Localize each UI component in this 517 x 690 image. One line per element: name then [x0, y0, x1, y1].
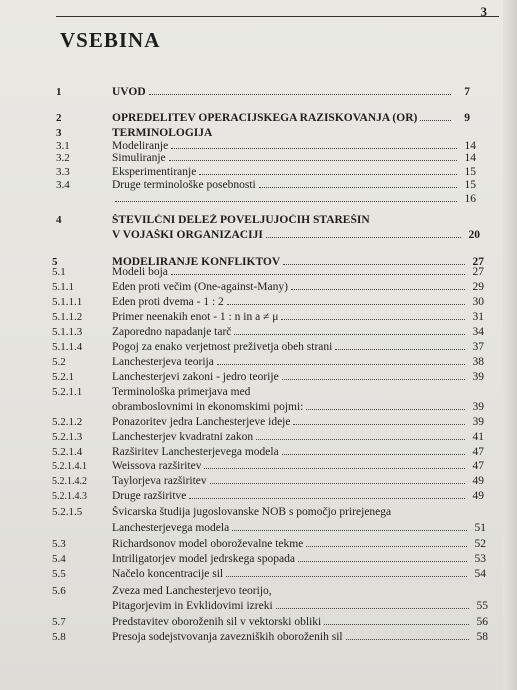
- toc-entry: [52, 616, 488, 628]
- toc-entry: [52, 386, 484, 398]
- toc-entry-number: 5.2.1.2: [52, 416, 83, 428]
- dot-leader: [204, 468, 465, 469]
- toc-entry-page: 55: [476, 600, 488, 612]
- toc-entry-page: 54: [474, 568, 486, 580]
- toc-entry-page: 49: [472, 475, 484, 487]
- toc-entry-title: Pitagorjevim in Evklidovimi izreki: [112, 600, 273, 612]
- toc-entry: [56, 214, 480, 226]
- toc-entry-page: 29: [472, 281, 484, 293]
- toc-entry-number: 5.1.1.1: [52, 296, 83, 308]
- toc-entry-number: 5.2.1.4.3: [52, 491, 87, 502]
- toc-entry-page: 56: [476, 616, 488, 628]
- toc-entry-page: 39: [472, 401, 484, 413]
- toc-entry-title: ŠTEVILČNI DELEŽ POVELJUJOČIH STAREŠIN: [112, 214, 370, 226]
- dot-leader: [346, 639, 469, 640]
- toc-entry-title: Presoja sodejstvovanja zavezniških oboroženih sil: [112, 631, 343, 643]
- dot-leader: [324, 624, 469, 625]
- page-number: 3: [480, 4, 487, 19]
- toc-entry-page: 15: [464, 166, 476, 178]
- dot-leader: [282, 379, 465, 380]
- toc-entry-number: 5.2.1.3: [52, 431, 83, 443]
- toc-entry-title: TERMINOLOGIJA: [112, 127, 213, 139]
- toc-entry: [52, 416, 484, 428]
- toc-entry-number: 5.6: [52, 585, 66, 597]
- toc-entry-number: 5.3: [52, 538, 66, 550]
- toc-entry-title: Eden proti večim (One-against-Many): [112, 281, 288, 293]
- toc-entry-title: Eden proti dvema - 1 : 2: [112, 296, 224, 308]
- dot-leader: [291, 289, 465, 290]
- toc-entry-number: 5.1: [52, 266, 66, 278]
- toc-entry-page: 7: [464, 86, 470, 98]
- toc-entry-page: 58: [476, 631, 488, 643]
- dot-leader: [149, 94, 451, 95]
- toc-entry-title: Lanchesterjevega modela: [112, 522, 230, 534]
- toc-entry: [56, 112, 470, 124]
- toc-entry-title: Zaporedno napadanje tarč: [112, 326, 232, 338]
- toc-entry-title: V VOJAŠKI ORGANIZACIJI: [112, 229, 263, 241]
- toc-entry-page: 51: [474, 522, 486, 534]
- toc-entry: [52, 296, 484, 308]
- toc-entry: [56, 166, 476, 178]
- toc-entry: [52, 341, 484, 353]
- dot-leader: [276, 608, 469, 609]
- toc-entry-page: 38: [472, 356, 484, 368]
- toc-entry-title: Weissova razširitev: [112, 460, 202, 472]
- toc-entry: [56, 229, 480, 241]
- toc-entry-title: Terminološka primerjava med: [112, 386, 251, 398]
- toc-entry-number: 5.8: [52, 631, 66, 643]
- dot-leader: [199, 174, 457, 175]
- toc-entry-page: 52: [474, 538, 486, 550]
- toc-entry-page: 34: [472, 326, 484, 338]
- toc-entry-number: 5.1.1: [52, 281, 74, 293]
- toc-entry-page: 15: [464, 179, 476, 191]
- toc-entry-title: UVOD: [112, 86, 146, 98]
- toc-entry-number: 5.7: [52, 616, 66, 628]
- toc-entry-title: Načelo koncentracije sil: [112, 568, 224, 580]
- toc-entry: [52, 281, 484, 293]
- toc-entry: [52, 568, 486, 580]
- toc-entry: [52, 401, 484, 413]
- dot-leader: [282, 454, 465, 455]
- toc-entry-title: obramboslovnimi in ekonomskimi pojmi:: [112, 401, 304, 413]
- toc-entry: [52, 446, 484, 458]
- toc-entry: [52, 431, 484, 443]
- dot-leader: [266, 237, 461, 238]
- toc-entry-number: 5: [52, 256, 58, 268]
- toc-entry-title: Druge terminološke posebnosti: [112, 179, 256, 191]
- toc-entry-title: Intriligatorjev model jedrskega spopada: [112, 553, 295, 565]
- toc-entry-page: 47: [472, 446, 484, 458]
- dot-leader: [115, 201, 457, 202]
- toc-entry-page: 41: [472, 431, 484, 443]
- dot-leader: [217, 364, 465, 365]
- toc-entry-number: 3.2: [56, 152, 70, 164]
- dot-leader: [226, 576, 467, 577]
- toc-entry-title: Pogoj za enako verjetnost preživetja obeh strani: [112, 341, 333, 353]
- toc-entry: [52, 600, 488, 612]
- toc-entry: [52, 553, 486, 565]
- toc-entry-page: 20: [468, 229, 480, 241]
- toc-entry-number: 5.2.1.1: [52, 386, 83, 398]
- toc-entry: [52, 585, 488, 597]
- dot-leader: [293, 424, 465, 425]
- toc-entry-title: Ponazoritev jedra Lanchesterjeve ideje: [112, 416, 291, 428]
- toc-entry: [56, 140, 476, 152]
- toc-entry-number: 3.3: [56, 166, 70, 178]
- dot-leader: [259, 187, 457, 188]
- toc-entry-page: 9: [464, 112, 470, 124]
- toc-entry-number: 5.2: [52, 356, 66, 368]
- dot-leader: [189, 498, 465, 499]
- dot-leader: [169, 160, 457, 161]
- toc-entry-page: 47: [472, 460, 484, 472]
- toc-entry-number: 3.1: [56, 140, 70, 152]
- toc-entry-title: Druge razširitve: [112, 490, 187, 502]
- dot-leader: [227, 304, 465, 305]
- toc-entry-title: Richardsonov model oboroževalne tekme: [112, 538, 304, 550]
- toc-entry: [52, 460, 484, 472]
- toc-entry-title: Simuliranje: [112, 152, 166, 164]
- toc-entry-number: 1: [56, 86, 62, 98]
- toc-entry: [52, 311, 484, 323]
- toc-entry-number: 5.2.1.4.2: [52, 476, 87, 487]
- toc-entry: [52, 371, 484, 383]
- toc-entry: [56, 127, 470, 139]
- dot-leader: [232, 530, 467, 531]
- toc-entry-title: Modeliranje: [112, 140, 169, 152]
- toc-entry-title: Lanchesterjeva teorija: [112, 356, 214, 368]
- toc-entry-title: Švicarska študija jugoslovanske NOB s pomočjo prirejenega: [112, 506, 392, 518]
- dot-leader: [306, 546, 467, 547]
- toc-entry-page: 14: [464, 152, 476, 164]
- toc-entry-number: 5.1.1.2: [52, 311, 83, 323]
- toc-entry-number: 5.2.1: [52, 371, 74, 383]
- toc-entry-page: 39: [472, 371, 484, 383]
- toc-entry: [52, 326, 484, 338]
- toc-entry: [52, 538, 486, 550]
- dot-leader: [210, 483, 465, 484]
- dot-leader: [171, 274, 465, 275]
- page-title: VSEBINA: [60, 28, 161, 52]
- toc-entry-number: 5.2.1.4: [52, 446, 83, 458]
- dot-leader: [335, 349, 465, 350]
- toc-entry: [56, 86, 470, 98]
- toc-entry-title: Primer neenakih enot - 1 : n in a ≠ μ: [112, 311, 279, 323]
- toc-entry-page: 49: [472, 490, 484, 502]
- toc-entry-title: Taylorjeva razširitev: [112, 475, 207, 487]
- dot-leader: [306, 409, 465, 410]
- toc-entry-number: 5.2.1.5: [52, 506, 83, 518]
- toc-entry: [52, 490, 484, 502]
- dot-leader: [256, 439, 465, 440]
- toc-entry-title: MODELIRANJE KONFLIKTOV: [112, 256, 281, 268]
- toc-entry: [56, 179, 476, 191]
- dot-leader: [283, 264, 465, 265]
- toc-entry: [52, 506, 486, 518]
- toc-entry-title: Modeli boja: [112, 266, 168, 278]
- toc-entry-page: 16: [464, 193, 476, 205]
- toc-entry-title: Razširitev Lanchesterjevega modela: [112, 446, 279, 458]
- toc-entry-title: Predstavitev oboroženih sil v vektorski obliki: [112, 616, 322, 628]
- toc-entry: [52, 356, 484, 368]
- toc-entry-title: Zveza med Lanchesterjevo teorijo,: [112, 585, 272, 597]
- toc-entry: [52, 522, 486, 534]
- dot-leader: [298, 561, 467, 562]
- toc-entry-number: 5.5: [52, 568, 66, 580]
- dot-leader: [171, 148, 457, 149]
- toc-entry-title: Eksperimentiranje: [112, 166, 197, 178]
- toc-entry-title: OPREDELITEV OPERACIJSKEGA RAZISKOVANJA (OR): [112, 112, 418, 124]
- toc-entry-title: Lanchesterjevi zakoni - jedro teorije: [112, 371, 279, 383]
- toc-entry-number: 2: [56, 112, 62, 124]
- toc-entry-number: 3.4: [56, 179, 70, 191]
- toc-entry-page: 30: [472, 296, 484, 308]
- toc-entry-number: 3: [56, 127, 62, 139]
- toc-entry-page: 14: [464, 140, 476, 152]
- toc-entry: [56, 193, 476, 205]
- toc-entry-number: 5.4: [52, 553, 66, 565]
- toc-entry-page: 53: [474, 553, 486, 565]
- toc-entry-number: 5.1.1.4: [52, 341, 83, 353]
- toc-entry-title: Lanchesterjev kvadratni zakon: [112, 431, 254, 443]
- toc-entry-page: 27: [472, 256, 484, 268]
- toc-entry: [52, 475, 484, 487]
- toc-entry: [52, 266, 484, 278]
- toc-entry: [52, 631, 488, 643]
- toc-entry-page: 31: [472, 311, 484, 323]
- dot-leader: [420, 120, 451, 121]
- toc-entry-number: 5.1.1.3: [52, 326, 83, 338]
- dot-leader: [281, 319, 465, 320]
- toc-entry-page: 27: [472, 266, 484, 278]
- toc-entry-page: 39: [472, 416, 484, 428]
- dot-leader: [234, 334, 465, 335]
- toc-entry: [56, 152, 476, 164]
- toc-entry-number: 5.2.1.4.1: [52, 461, 87, 472]
- toc-entry-number: 4: [56, 214, 62, 226]
- toc-entry-page: 37: [472, 341, 484, 353]
